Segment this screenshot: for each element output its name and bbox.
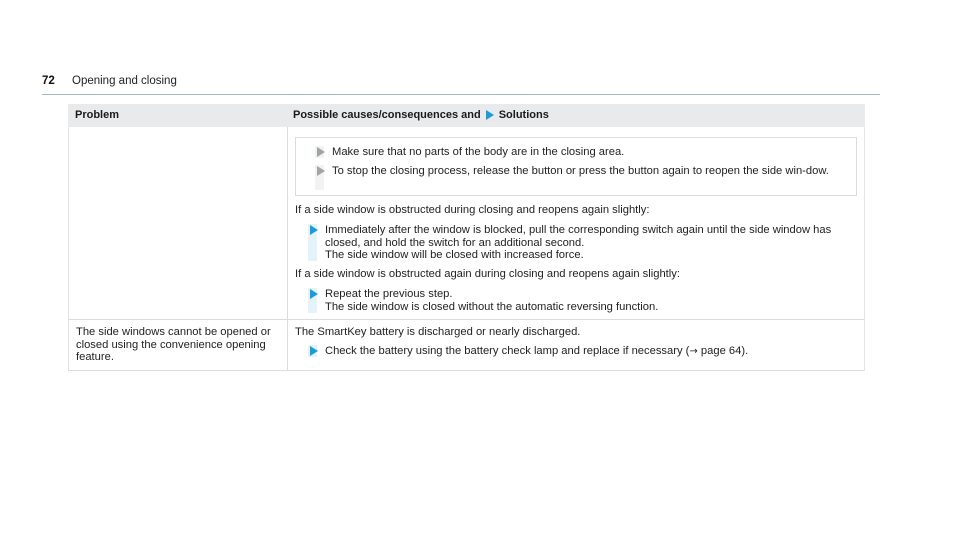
solutions-header-label: Solutions [498,109,549,121]
step-arrow-icon [317,166,325,176]
step-marker [315,165,324,190]
step-marker [308,345,317,357]
page-number: 72 [42,75,55,87]
step-arrow-icon [310,289,318,299]
list-item [295,345,857,359]
step-marker [308,224,317,261]
step-text [325,288,857,313]
list-item [295,288,857,313]
table-header [68,104,865,127]
condition-text: If a side window is obstructed again during closing and reopens again slightly: [295,267,680,280]
step-instruction: Repeat the previous step. [325,288,453,300]
solution-arrow-icon [486,110,494,120]
step-text: Make sure that no parts of the body are in the closing area. [332,146,625,158]
list-item [302,146,850,159]
solutions-column-header [286,104,865,127]
step-instruction: Immediately after the window is blocked, pull the corresponding switch again until the side window has closed, and hold the switch for an additional second. [325,224,832,249]
causes-header-label: Possible causes/consequences and [293,109,481,121]
table-row [68,127,865,320]
list-item [302,165,850,190]
section-title: Opening and closing [72,75,177,87]
step-text: To stop the closing process, release the button or press the button again to reopen the side win-dow. [332,164,829,177]
cross-reference-arrow-icon: → [689,345,698,357]
step-arrow-icon [310,346,318,356]
step-instruction: Check the battery using the battery check lamp and replace if necessary ( [325,344,690,357]
table-row [68,320,865,371]
step-marker [308,288,317,313]
page-reference-link[interactable]: page 64 [700,344,742,357]
problem-cell: The side windows cannot be opened or closed using the convenience opening feature. [69,320,288,370]
step-marker [315,146,324,158]
condition-text: If a side window is obstructed during closing and reopens again slightly: [295,203,650,216]
cause-text: The SmartKey battery is discharged or nearly discharged. [295,326,581,338]
step-result: The side window is closed without the automatic reversing function. [325,300,659,313]
list-item [295,224,857,262]
problem-column-header: Problem [75,109,120,121]
step-text [325,224,857,262]
solution-cell [288,320,864,370]
step-end: ). [741,344,749,357]
step-result: The side window will be closed with increased force. [325,249,584,261]
step-arrow-icon [310,225,318,235]
step-arrow-icon [317,147,325,157]
instruction-box [295,137,857,196]
problem-cell [69,127,288,319]
step-text [325,345,857,359]
page-header [42,72,880,95]
problem-solution-table [68,104,865,371]
solution-cell [288,127,864,319]
